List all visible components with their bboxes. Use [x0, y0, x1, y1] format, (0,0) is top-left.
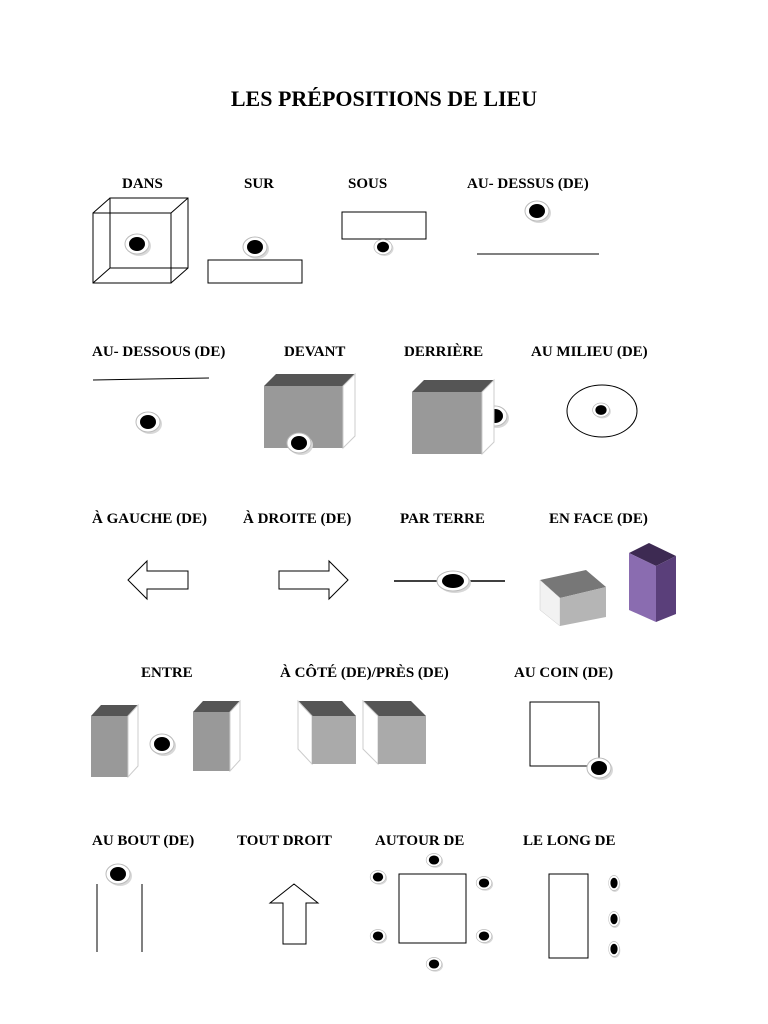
label-a-cote: À CÔTÉ (DE)/PRÈS (DE): [280, 665, 449, 681]
en-face-purple-box: [629, 543, 676, 622]
label-autour-de: AUTOUR DE: [375, 833, 465, 849]
label-derriere: DERRIÈRE: [404, 344, 484, 360]
label-au-bout: AU BOUT (DE): [92, 833, 195, 849]
entre-box-left: [91, 705, 138, 777]
a-cote-box-right: [363, 701, 426, 764]
label-au-dessus: AU- DESSUS (DE): [467, 176, 589, 192]
ball-icon: [370, 930, 387, 944]
arrow-right-icon: [279, 561, 348, 599]
au-coin-square: [530, 702, 599, 766]
arrow-left-icon: [128, 561, 188, 599]
ball-icon: [476, 930, 493, 944]
ball-icon: [587, 758, 613, 780]
page-title: LES PRÉPOSITIONS DE LIEU: [230, 86, 538, 111]
ball-icon: [106, 864, 132, 886]
sur-box: [208, 260, 302, 283]
ball-icon: [593, 403, 611, 418]
label-dans: DANS: [122, 176, 163, 192]
autour-square: [399, 874, 466, 943]
label-a-droite: À DROITE (DE): [243, 511, 352, 527]
au-dessous-line: [93, 378, 209, 380]
label-le-long-de: LE LONG DE: [523, 833, 616, 849]
arrow-up-icon: [270, 884, 318, 944]
ball-icon: [374, 240, 394, 257]
ball-icon: [136, 412, 162, 434]
label-au-dessous: AU- DESSOUS (DE): [92, 344, 226, 360]
le-long-de-rect: [549, 874, 588, 958]
label-a-gauche: À GAUCHE (DE): [92, 511, 207, 527]
label-entre: ENTRE: [141, 665, 193, 681]
ball-icon: [150, 734, 176, 756]
sous-box: [342, 212, 426, 239]
ball-icon: [125, 234, 151, 256]
a-cote-box-left: [298, 701, 356, 764]
label-au-milieu: AU MILIEU (DE): [531, 344, 648, 360]
ball-icon: [609, 912, 621, 929]
ball-icon: [609, 876, 621, 893]
ball-icon: [609, 942, 621, 959]
derriere-box: [412, 380, 494, 454]
ball-icon: [525, 201, 551, 223]
label-au-coin: AU COIN (DE): [514, 665, 614, 681]
ball-icon: [476, 877, 493, 891]
devant-box: [264, 374, 355, 448]
entre-box-right: [193, 701, 240, 771]
ball-icon: [243, 237, 269, 259]
ball-icon: [370, 871, 387, 885]
ball-icon: [426, 958, 443, 972]
label-tout-droit: TOUT DROIT: [237, 833, 332, 849]
label-en-face: EN FACE (DE): [549, 511, 648, 527]
label-sous: SOUS: [348, 176, 388, 192]
ball-icon: [426, 854, 443, 868]
en-face-grey-box: [540, 570, 606, 626]
label-devant: DEVANT: [284, 344, 346, 360]
label-par-terre: PAR TERRE: [400, 511, 485, 527]
ball-icon: [437, 571, 471, 593]
label-sur: SUR: [244, 176, 275, 192]
